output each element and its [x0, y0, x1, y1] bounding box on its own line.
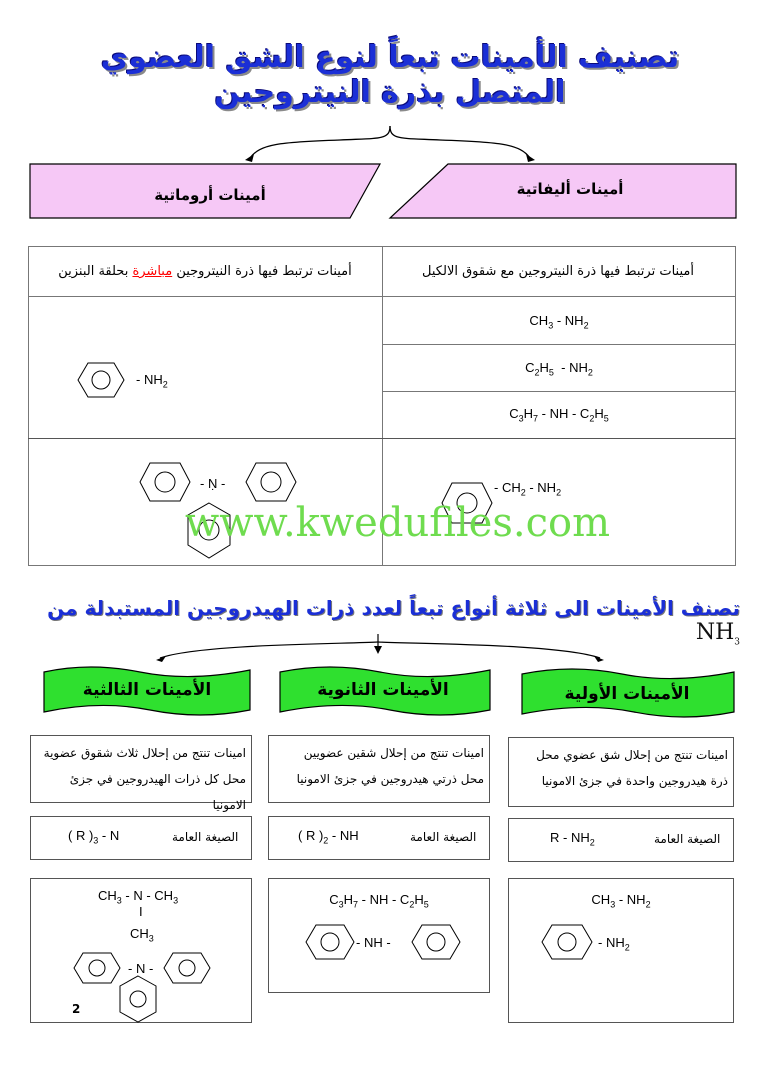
benzylamine-group: - $CH_2 - NH_2$: [494, 480, 562, 498]
branch-arrows: [190, 118, 590, 166]
aniline-group: - $NH_2$: [136, 372, 168, 390]
benzene-ring-icon: [156, 950, 218, 986]
def-line: امينات تنتج من إحلال ثلاث شقوق عضوية: [43, 746, 246, 760]
nh3-formula: $NH_3$: [695, 620, 740, 648]
secondary-def: [272, 740, 484, 792]
aromatic-amines-label: أمينات أروماتية: [154, 186, 266, 204]
types-arrows: [140, 632, 620, 662]
table-header-line: [28, 296, 736, 297]
header-aromatic-highlight: مباشرة: [132, 264, 173, 279]
benzene-ring-icon: [298, 922, 362, 962]
tertiary-bond: I: [139, 904, 143, 919]
primary-general-formula: R - $NH_2$: [550, 830, 595, 848]
primary-def: [512, 742, 728, 794]
secondary-example-formula: $C_3H_7$ - NH - $C_2H_5$: [329, 892, 429, 910]
benzene-ring-icon: [534, 922, 600, 962]
page-title: تصنيف الأمينات تبعاً لنوع الشق العضوي المتصل بذرة النيتروجين: [100, 40, 680, 110]
header-aliphatic: أمينات ترتبط فيها ذرة النيتروجين مع شقوق الالكيل: [422, 264, 694, 279]
def-line: امينات تنتج من إحلال شقين عضويين: [303, 746, 484, 760]
benzene-ring-icon: [66, 360, 136, 400]
section2-title-text: تصنف الأمينات الى ثلاثة أنواع تبعاً لعدد ذرات الهيدروجين المستبدلة من: [47, 596, 740, 620]
tertiary-ring-n: - N -: [128, 961, 154, 976]
def-line: ذرة هيدروجين واحدة في جزئ الامونيا: [541, 774, 728, 788]
secondary-general-formula: ( R )$_2$ - NH: [298, 828, 359, 846]
secondary-label: الأمينات الثانوية: [317, 680, 449, 700]
aliphatic-amines-label: أمينات أليفاتية: [516, 180, 624, 198]
def-line: محل ذرتي هيدروجين في جزئ الامونيا: [296, 772, 484, 786]
def-line: امينات تنتج من إحلال شق عضوي محل: [536, 748, 728, 762]
primary-example-formula: $CH_3 - NH_2$: [591, 892, 651, 910]
header-aromatic-text: أمينات ترتبط فيها ذرة النيتروجين: [172, 264, 352, 279]
tertiary-label: الأمينات الثالثية: [82, 680, 212, 700]
benzene-ring-icon: [404, 922, 468, 962]
formula-ethylamine: $C_2H_5 - NH_2$: [525, 360, 593, 378]
header-aromatic: [30, 264, 380, 279]
tertiary-general-label: الصيغة العامة: [172, 830, 239, 844]
tertiary-sub: $CH_3$: [130, 926, 154, 944]
row-line: [28, 438, 736, 439]
formula-propylethylamine: $C_3H_7$ - NH - $C_2H_5$: [509, 406, 609, 424]
page-number: 2: [72, 1002, 81, 1016]
tertiary-example-formula: $CH_3$ - N - $CH_3$: [98, 888, 179, 906]
triphenylamine-n: - Ṇ -: [200, 476, 226, 491]
primary-general-label: الصيغة العامة: [654, 832, 721, 846]
benzene-ring-icon: [236, 460, 306, 504]
def-line: محل كل ذرات الهيدروجين في جزئ الامونيا: [69, 772, 246, 812]
benzene-ring-icon: [130, 460, 200, 504]
secondary-ring-nh: - NH -: [356, 935, 391, 950]
header-aromatic-text2: بحلقة البنزين: [58, 264, 133, 279]
formula-methylamine: $CH_3 - NH_2$: [529, 313, 589, 331]
primary-label: الأمينات الأولية: [564, 684, 690, 704]
row-line: [382, 391, 736, 392]
benzene-ring-icon: [116, 974, 160, 1026]
primary-ring-nh2: - $NH_2$: [598, 935, 630, 953]
tertiary-def: [34, 740, 246, 818]
secondary-general-label: الصيغة العامة: [410, 830, 477, 844]
tertiary-general-formula: ( R )$_3$ - N: [68, 828, 120, 846]
row-line: [382, 344, 736, 345]
watermark: www.kwedufiles.com: [185, 500, 610, 546]
